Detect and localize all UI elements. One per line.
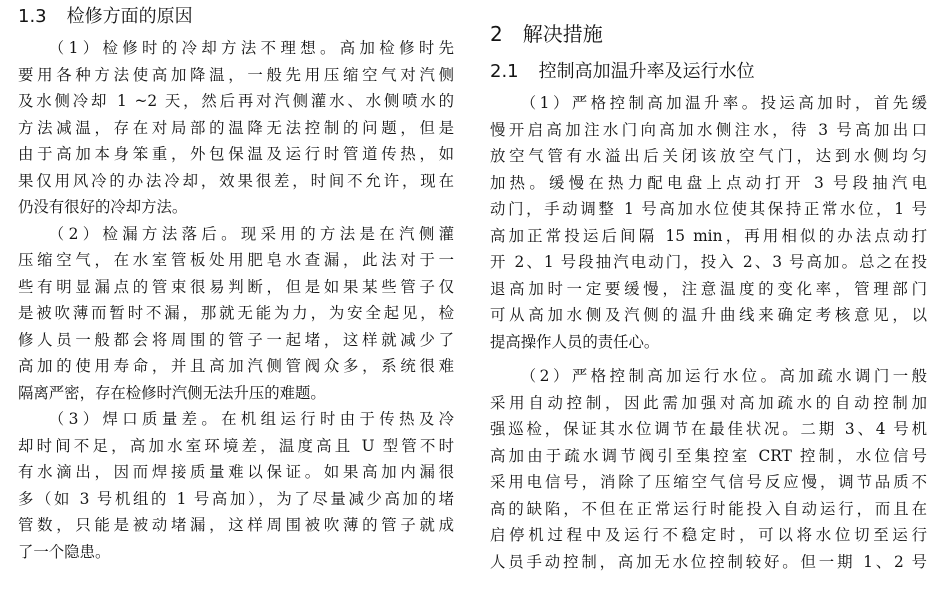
paragraph <box>18 221 454 407</box>
text-line: 是被吹薄而暂时不漏，那就无能为力，为安全起见，检 <box>18 304 454 322</box>
text-line: 了一个隐患。 <box>18 542 111 561</box>
right-column <box>490 0 927 575</box>
paragraph <box>18 406 454 565</box>
text-line: （1）严格控制高加温升率。投运高加时，首先缓 <box>520 94 927 112</box>
text-line: （1）检修时的冷却方法不理想。高加检修时先 <box>48 39 454 57</box>
text-line: 强巡检，保证其水位调节在最佳状况。二期 3、4 号机 <box>490 420 927 438</box>
chapter-heading-2 <box>490 22 927 46</box>
left-body <box>18 35 454 565</box>
text-line: 要用各种方法使高加降温，一般先用压缩空气对汽侧 <box>18 65 454 84</box>
text-line: 提高操作人员的责任心。 <box>490 332 660 351</box>
left-column <box>18 0 454 565</box>
text-line: 仍没有很好的冷却方法。 <box>18 198 188 216</box>
text-line: 可从高加水侧及汽侧的温升曲线来确定考核意见，以 <box>490 306 927 324</box>
text-line: 些有明显漏点的管束很易判断，但是如果某些管子仅 <box>18 277 454 296</box>
text-line: 高加正常投运后间隔 15 min，再用相似的办法点动打 <box>490 226 927 245</box>
text-line: 由于高加本身笨重，外包保温及运行时管道传热，如 <box>18 145 454 163</box>
text-line: （2）检漏方法落后。现采用的方法是在汽侧灌 <box>48 224 454 243</box>
text-line: 方法减温，存在对局部的温降无法控制的问题，但是 <box>18 118 454 137</box>
paragraph <box>18 35 454 221</box>
section-heading-2-1 <box>490 62 927 84</box>
text-line: 果仅用风冷的办法冷却，效果很差，时间不允许，现在 <box>18 171 454 190</box>
chapter-number: 2 <box>490 22 503 46</box>
text-line: 有水滴出，因而焊接质量难以保证。如果高加内漏很 <box>18 463 454 481</box>
text-line: （2）严格控制高加运行水位。高加疏水调门一般 <box>520 367 927 385</box>
section-heading-1-3 <box>18 7 454 29</box>
text-line: 修人员一般都会将周围的管子一起堵，这样就减少了 <box>18 330 454 349</box>
text-line: 加热。缓慢在热力配电盘上点动打开 3 号段抽汽电 <box>490 173 927 192</box>
text-line: 采用电信号，消除了压缩空气信号反应慢，调节品质不 <box>490 473 927 491</box>
text-line: 却时间不足，高加水室环境差，温度高且 U 型管不时 <box>18 436 454 455</box>
section-title: 检修方面的原因 <box>66 6 193 27</box>
section-number: 2.1 <box>490 61 519 82</box>
paragraph <box>490 90 927 355</box>
chapter-title: 解决措施 <box>522 22 603 46</box>
text-line: 慢开启高加注水门向高加水侧注水，待 3 号高加出口 <box>490 120 927 139</box>
text-line: 采用自动控制，因此需加强对高加疏水的自动控制加 <box>490 393 927 412</box>
text-line: 高的缺陷，不但在正常运行时能投入自动运行，而且在 <box>490 499 927 518</box>
text-line: 人员手动控制，高加无水位控制较好。但一期 1、2 号 <box>490 552 927 571</box>
text-line: 退高加时一定要缓慢，注意温度的变化率，管理部门 <box>490 279 927 298</box>
text-line: 管数，只能是被动堵漏，这样周围被吹薄的管子就成 <box>18 516 454 534</box>
text-line: 放空气管有水溢出后关闭该放空气门，达到水侧均匀 <box>490 147 927 165</box>
text-line: 高加的使用寿命，并且高加汽侧管阀众多，系统很难 <box>18 357 454 375</box>
section-title: 控制高加温升率及运行水位 <box>538 61 755 82</box>
text-line: （3）焊口质量差。在机组运行时由于传热及冷 <box>48 410 454 428</box>
section-number: 1.3 <box>18 6 47 27</box>
paragraph <box>490 363 927 575</box>
text-line: 压缩空气，在水室管板处用肥皂水查漏，此法对于一 <box>18 251 454 269</box>
text-line: 动门，手动调整 1 号高加水位使其保持正常水位，1 号 <box>490 200 927 218</box>
text-line: 开 2、1 号段抽汽电动门，投入 2、3 号高加。总之在投 <box>490 253 927 271</box>
text-line: 多（如 3 号机组的 1 号高加），为了尽量减少高加的堵 <box>18 489 454 508</box>
text-line: 启停机过程中及运行不稳定时，可以将水位切至运行 <box>490 526 927 544</box>
paragraph-gap <box>490 355 927 363</box>
text-line: 高加由于疏水调节阀引至集控室 CRT 控制，水位信号 <box>490 446 927 465</box>
right-body <box>490 90 927 575</box>
text-line: 及水侧冷却 1 ~2 天，然后再对汽侧灌水、水侧喷水的 <box>18 92 454 110</box>
text-line: 隔离严密，存在检修时汽侧无法升压的难题。 <box>18 383 326 402</box>
